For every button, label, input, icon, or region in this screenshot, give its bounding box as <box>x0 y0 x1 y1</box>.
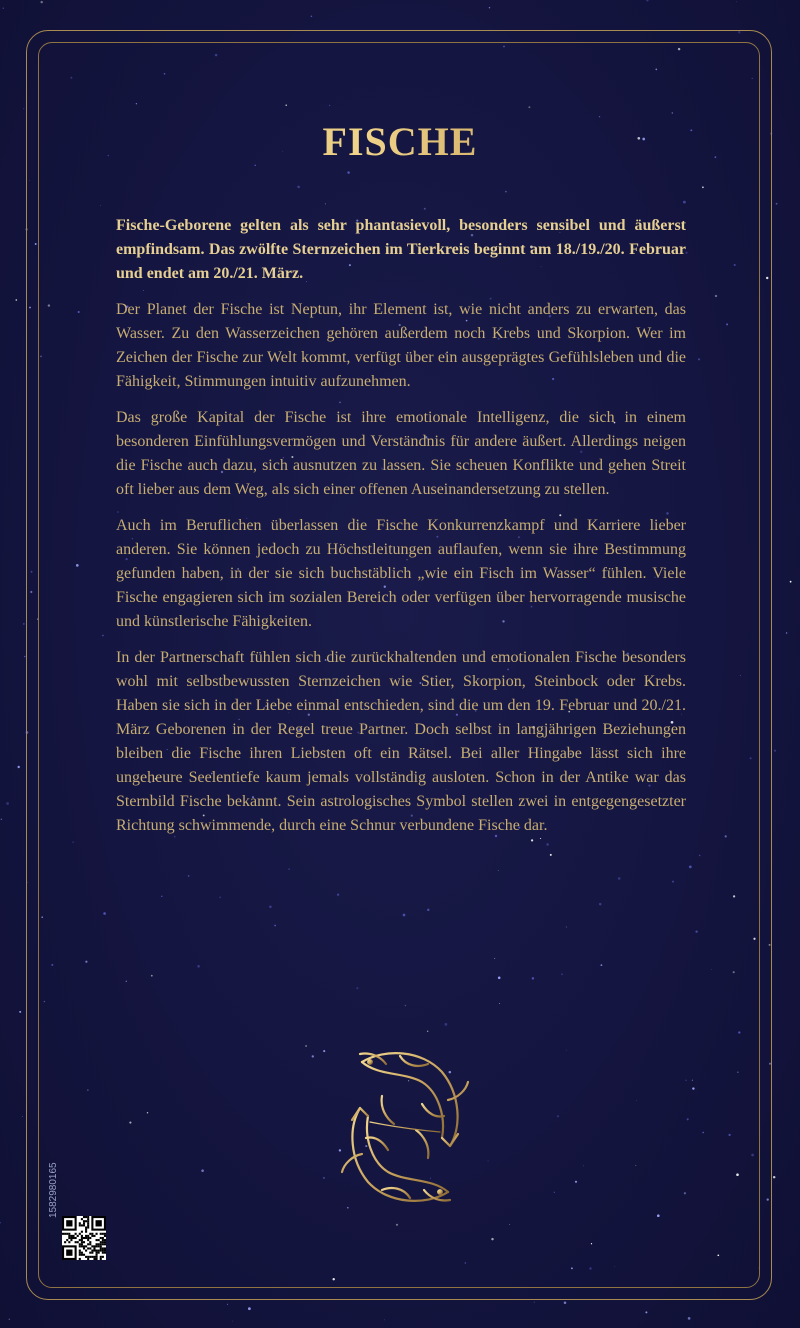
star <box>776 203 778 205</box>
star <box>736 1 737 2</box>
star <box>688 1317 691 1320</box>
star <box>17 766 19 768</box>
page-title: FISCHE <box>0 118 800 165</box>
star <box>645 1311 647 1313</box>
star <box>22 1116 23 1117</box>
star <box>23 623 25 625</box>
star <box>40 1 42 3</box>
intro-paragraph: Fische-Geborene gelten als sehr phantasievoll, besonders sensibel und äußerst empfindsam. Das zwölfte Sternzeichen im Tierkreis beginnt am 18./19./20. Februar und endet am 20./21. März. <box>116 217 686 282</box>
star <box>1 819 2 820</box>
paragraph-career: Auch im Beruflichen überlassen die Fische Konkurrenzkampf und Karriere lieber anderen. Sie können jedoch zu Höchstleitungen auflaufen, wenn sie ihre Bestimmung gefunden haben, in der sie sich buchstäblich „wie ein Fisch im Wasser“ fühlen. Viele Fische engagieren sich im sozialen Bereich oder verfügen über hervorragende musische und künstlerische Fähigkeiten. <box>116 517 686 630</box>
paragraph-planet: Der Planet der Fische ist Neptun, ihr Element ist, wie nicht anders zu erwarten, das Wasser. Zu den Wasserzeichen gehören außerdem noch Krebs und Skorpion. Wer im Zeichen der Fische zur Welt kommt, verfügt über ein ausgeprägtes Gefühlsleben und die Fähigkeit, Stimmungen intuitiv aufzunehmen. <box>116 301 686 390</box>
paragraph-intelligence: Das große Kapital der Fische ist ihre emotionale Intelligenz, die sich in einem besonderen Einfühlungsvermögen und Verständnis für andere äußert. Allerdings neigen die Fische auch dazu, sich ausnutzen zu lassen. Sie scheuen Konflikte und gehen Streit oft lieber aus dem Weg, als sich einer offenen Auseinandersetzung zu stellen. <box>116 409 686 498</box>
star <box>9 1319 10 1320</box>
star <box>19 1011 21 1013</box>
star <box>311 15 313 17</box>
star <box>774 750 776 752</box>
star <box>248 1307 251 1310</box>
text-body <box>116 214 686 850</box>
star <box>534 1302 535 1303</box>
star <box>646 0 648 2</box>
star <box>6 802 9 805</box>
star <box>2 7 4 9</box>
star <box>227 1304 228 1305</box>
star <box>773 1176 775 1178</box>
star <box>489 7 490 8</box>
star <box>23 108 24 109</box>
star <box>15 299 17 301</box>
paragraph-partnership: In der Partnerschaft fühlen sich die zurückhaltenden und emotionalen Fische besonders wohl mit selbstbewussten Sternzeichen wie Stier, Skorpion, Steinbock oder Krebs. Haben sie sich in der Liebe einmal entschieden, sind die um den 19. Februar und 20./21. März Geborenen in der Regel treue Partner. Doch selbst in langjährigen Beziehungen bleiben die Fische ihren Liebsten oft ein Rätsel. Bei aller Hingabe lässt sich ihre ungeheure Seelentiefe kaum jemals vollständig ausloten. Schon in der Antike war das Sternbild Fische bekannt. Sein astrologisches Symbol stellen zwei in entgegengesetzter Richtung schwimmende, durch eine Schnur verbundene Fische dar. <box>116 649 686 834</box>
qr-code-icon <box>62 1216 106 1260</box>
product-code: 1582980165 <box>48 1162 59 1218</box>
star <box>0 1222 1 1223</box>
star <box>790 581 792 583</box>
pisces-symbol-icon <box>330 1042 480 1212</box>
star <box>232 1321 233 1322</box>
star <box>564 1301 567 1304</box>
star <box>786 632 787 633</box>
star <box>384 1319 385 1320</box>
